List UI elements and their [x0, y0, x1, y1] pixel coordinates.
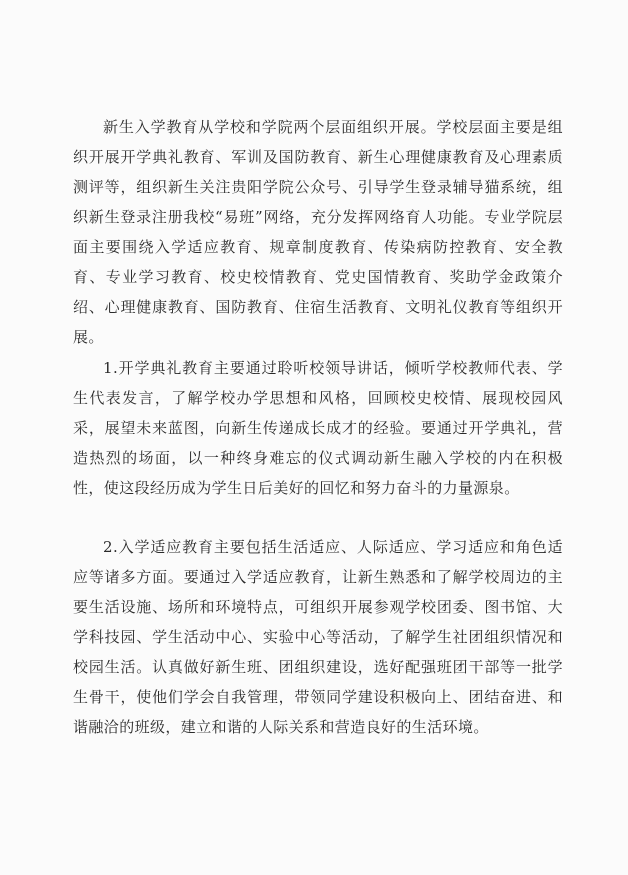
paragraph-adaptation-education: 2.入学适应教育主要包括生活适应、人际适应、学习适应和角色适应等诸多方面。要通过入学适应教育，让新生熟悉和了解学校周边的主要生活设施、场所和环境特点，可组织开展参观学校团委、图书馆、大学科技园、学生活动中心、实验中心等活动，了解学生社团组织情况和校园生活。认真做好新生班、团组织建设，选好配强班团干部等一批学生骨干，使他们学会自我管理，带领同学建设积极向上、团结奋进、和谐融洽的班级，建立和谐的人际关系和营造良好的生活环境。 [73, 538, 563, 736]
paragraph-opening-ceremony: 1.开学典礼教育主要通过聆听校领导讲话，倾听学校教师代表、学生代表发言，了解学校办学思想和风格，回顾校史校情、展现校园风采，展望未来蓝图，向新生传递成长成才的经验。要通过开学典礼，营造热烈的场面，以一种终身难忘的仪式调动新生融入学校的内在积极性，使这段经历成为学生日后美好的回忆和努力奋斗的力量源泉。 [73, 359, 563, 497]
paragraph-overview: 新生入学教育从学校和学院两个层面组织开展。学校层面主要是组织开展开学典礼教育、军训及国防教育、新生心理健康教育及心理素质测评等，组织新生关注贵阳学院公众号、引导学生登录辅导猫系统，组织新生登录注册我校“易班”网络，充分发挥网络育人功能。专业学院层面主要围绕入学适应教育、规章制度教育、传染病防控教育、安全教育、专业学习教育、校史校情教育、党史国情教育、奖助学金政策介绍、心理健康教育、国防教育、住宿生活教育、文明礼仪教育等组织开展。 [73, 118, 563, 346]
